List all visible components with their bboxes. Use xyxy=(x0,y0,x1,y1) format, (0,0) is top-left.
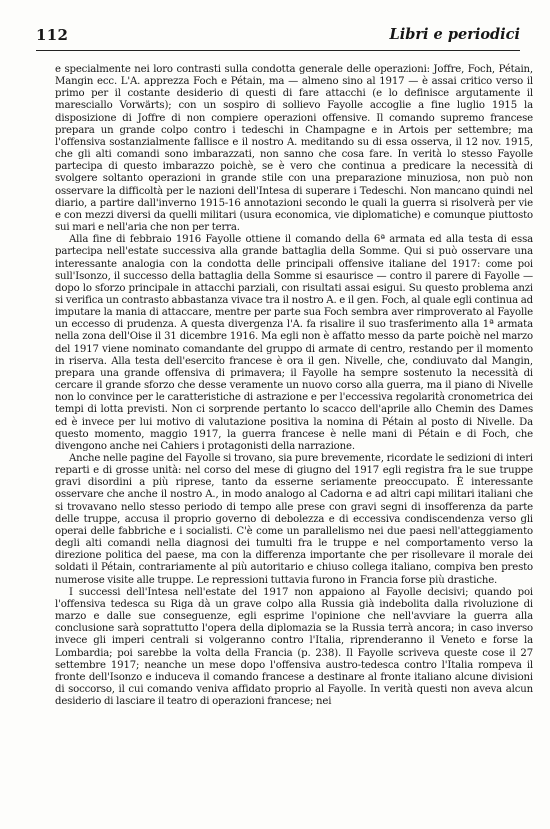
paragraph: e specialmente nei loro contrasti sulla condotta generale delle operazioni: Joffre, Foch, Pétain, Mangin ecc. L'A. apprezza Foch e Pétain, ma — almeno sino al 1917 — è assai critico verso il primo per il costante desiderio di questi di fare attacchi (e lo definisce argutamente il maresciallo Vorwärts); con un sospiro di sollievo Fayolle accoglie a fine luglio 1915 la disposizione di Joffre di non compiere operazioni offensive. Il comando supremo francese prepara un grande colpo contro i tedeschi in Champagne e in Artois per settembre; ma l'offensiva sostanzialmente fallisce e il nostro A. meditando su di essa osserva, il 12 nov. 1915, che gli alti comandi sono imbarazzati, non sanno che cosa fare. In verità lo stesso Fayolle partecipa di questo imbarazzo poichè, se è vero che continua a predicare la necessità di svolgere soltanto operazioni in grande stile con una preparazione minuziosa, non può non osservare la difficoltà per le nazioni dell'Intesa di superare i Tedeschi. Non mancano quindi nel diario, a partire dall'inverno 1915-16 annotazioni secondo le quali la guerra si risolverà per vie e con mezzi diversi da quelli militari (usura economica, vie diplomatiche) e comunque piuttosto sui mari e nell'aria che non per terra. xyxy=(55,64,533,234)
paragraph: I successi dell'Intesa nell'estate del 1917 non appaiono al Fayolle decisivi; quando poi l'offensiva tedesca su Riga dà un grave colpo alla Russia già indebolita dalla rivoluzione di marzo e dalle sue conseguenze, egli esprime l'opinione che nell'avviare la guerra alla conclusione sarà soprattutto l'opera della diplomazia se la Russia terrà ancora; in caso inverso invece gli imperi centrali si volgeranno contro l'Italia, riprenderanno il Veneto e forse la Lombardia; poi sarebbe la volta della Francia (p. 238). Il Fayolle scriveva queste cose il 27 settembre 1917; neanche un mese dopo l'offensiva austro-tedesca contro l'Italia rompeva il fronte dell'Isonzo e induceva il comando francese a destinare al fronte italiano alcune divisioni di soccorso, il cui comando veniva affidato proprio al Fayolle. In verità questi non aveva alcun desiderio di lasciare il teatro di operazioni francese; nei xyxy=(55,586,533,708)
running-head: Libri e periodici xyxy=(389,26,520,43)
body-text xyxy=(55,64,533,708)
page-header xyxy=(36,26,520,48)
paragraph: Anche nelle pagine del Fayolle si trovano, sia pure brevemente, ricordate le sedizioni di interi reparti e di grosse unità: nel corso del mese di giugno del 1917 egli registra fra le sue truppe gravi disordini a più riprese, tanto da esserne seriamente preoccupato. È interessante osservare che anche il nostro A., in modo analogo al Cadorna e ad altri capi militari italiani che si trovavano nello stesso periodo di tempo alle prese con gravi segni di insofferenza da parte delle truppe, accusa il proprio governo di debolezza e di eccessiva condiscendenza verso gli operai delle fabbriche e i socialisti. C'è come un parallelismo nei due paesi nell'atteggiamento degli alti comandi nella diagnosi dei tumulti fra le truppe e nel comportamento verso la direzione politica del paese, ma con la differenza importante che per risollevare il morale dei soldati il Pétain, contrariamente al più autoritario e chiuso collega italiano, compiva ben presto numerose visite alle truppe. Le repressioni tuttavia furono in Francia forse più drastiche. xyxy=(55,453,533,586)
paragraph: Alla fine di febbraio 1916 Fayolle ottiene il comando della 6ª armata ed alla testa di essa partecipa nell'estate successiva alla grande battaglia della Somme. Qui si può osservare una interessante analogia con la condotta delle principali offensive italiane del 1917: come poi sull'Isonzo, il successo della battaglia della Somme si esaurisce — contro il parere di Fayolle — dopo lo sforzo principale in attacchi parziali, con risultati assai esigui. Su questo problema anzi si verifica un contrasto abbastanza vivace tra il nostro A. e il gen. Foch, al quale egli continua ad imputare la mania di attaccare, mentre per parte sua Foch sembra aver rimproverato al Fayolle un eccesso di prudenza. A questa divergenza l'A. fa risalire il suo trasferimento alla 1ª armata nella zona dell'Oise il 31 dicembre 1916. Ma egli non è affatto messo da parte poichè nel marzo del 1917 viene nominato comandante del gruppo di armate di centro, restando per il momento in riserva. Alla testa dell'esercito francese è ora il gen. Nivelle, che, condiuvato dal Mangin, prepara una grande offensiva di primavera; il Fayolle ha sempre sostenuto la necessità di cercare il grande sforzo che desse veramente un nuovo corso alla guerra, ma il piano di Nivelle non lo convince per le caratteristiche di astrazione e per l'eccessiva regolarità cronometrica dei tempi di lotta previsti. Non ci sorprende pertanto lo scacco dell'aprile allo Chemin des Dames ed è invece per lui motivo di valutazione positiva la nomina di Pétain al posto di Nivelle. Da questo momento, maggio 1917, la guerra francese è nelle mani di Pétain e di Foch, che divengono anche nei Cahiers i protagonisti della narrazione. xyxy=(55,234,533,452)
page-number: 112 xyxy=(36,26,69,44)
header-rule xyxy=(36,50,520,51)
